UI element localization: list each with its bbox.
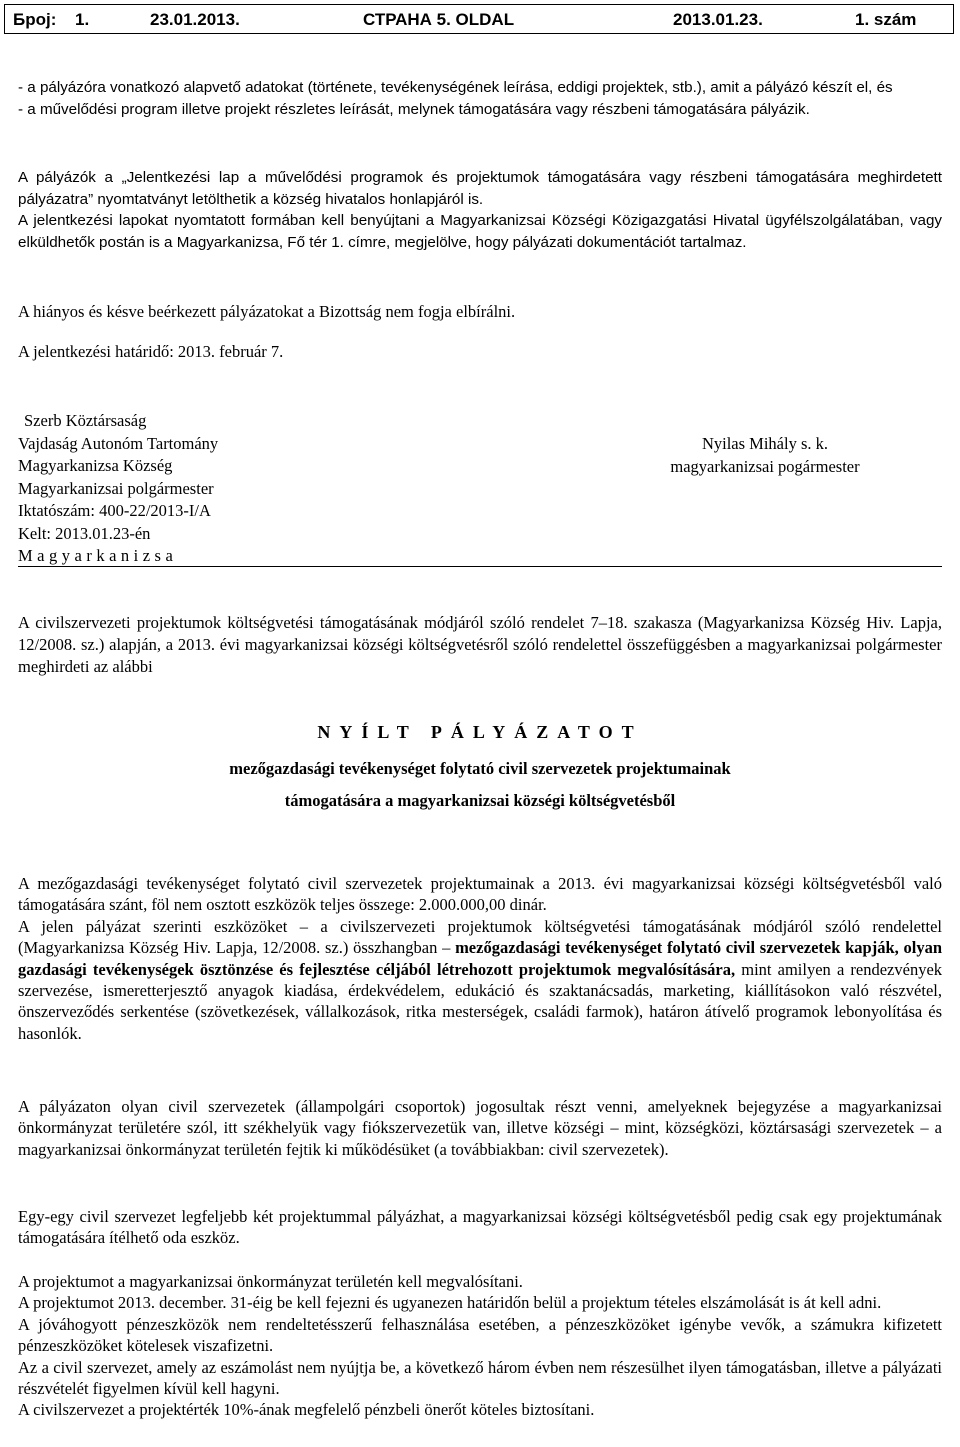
section-divider	[18, 566, 942, 567]
issuer-line: Szerb Köztársaság	[24, 411, 147, 430]
announcement-subtitle-2: támogatására a magyarkanizsai községi költségvetésből	[284, 791, 676, 810]
issuer-line: Magyarkanizsa	[18, 546, 178, 565]
intro-item-2: - a művelődési program illetve projekt részletes leírását, melynek támogatására vagy részbeni támogatására pályázik.	[18, 100, 810, 118]
issue-number: 1.	[75, 10, 90, 29]
intro-item-1: - a pályázóra vonatkozó alapvető adatokat (története, tevékenységének leírása, eddigi projektek, stb.), amit a pályázó készít el, és	[18, 79, 893, 96]
body-para-1: A mezőgazdasági tevékenységet folytató civil szervezetek projektumainak a 2013. évi magyarkanizsai községi költségvetésből való támogatására szánt, föl nem osztott eszközök teljes összege: 2.000.000,00 dinár.	[18, 874, 942, 915]
body-para-2	[18, 916, 942, 1044]
deadline: A jelentkezési határidő: 2013. február 7.	[18, 342, 284, 361]
announcement-subtitle-1: mezőgazdasági tevékenységet folytató civil szervezetek projektumainak	[229, 759, 731, 778]
body-para-3-wrap	[18, 1096, 942, 1160]
body-para-4: Egy-egy civil szervezet legfeljebb két projektummal pályázhat, a magyarkanizsai községi költségvetésből pedig csak egy projektumának támogatására ítélhető oda eszköz.	[18, 1207, 942, 1248]
issuer-line: Magyarkanizsai polgármester	[18, 478, 214, 498]
issuer-block	[18, 410, 218, 568]
body-para-2-start: A jelen pályázat szerinti eszközöket – a civilszervezeti projektumok költségvetési támogatásának módjáról szóló rendelettel (Magyarkanizsa Község Hiv. Lapja, 12/2008. sz.) összhangban –	[18, 916, 942, 958]
header-date-sr: 23.01.2013.	[150, 10, 240, 29]
body-para-2-bold: mezőgazdasági tevékenységet folytató civil szervezetek kapják, olyan gazdasági tevékenységek ösztönzése és fejlesztése céljából létrehozott projektumok megvalósítására,	[18, 938, 942, 979]
issuer-line: Iktatószám: 400-22/2013-I/A	[18, 501, 211, 520]
body-para-4-wrap	[18, 1206, 942, 1249]
signatory-title: magyarkanizsai pogármester	[670, 456, 860, 476]
announcement-title: NYÍLT PÁLYÁZATOT	[317, 722, 643, 742]
body-para-3: A pályázaton olyan civil szervezetek (állampolgári csoportok) jogosultak részt venni, amelyeknek bejegyzése a magyarkanizsai önkormányzat területére szól, itt székhelyük vagy fiókszervezetük van, illetve községi – mint, községközi, köztársasági szervezetek – a magyarkanizsai önkormányzat területén fejtik ki működésüket (a továbbiakban: civil szervezetek).	[18, 1097, 942, 1159]
body-section-final	[18, 1271, 942, 1421]
body-para-9: A civilszervezet a projektérték 10%-ának megfelelő pénzbeli önerőt köteles biztosítani.	[18, 1400, 595, 1420]
header-date-hu: 2013.01.23.	[673, 10, 763, 29]
issuer-line: Magyarkanizsa Község	[18, 456, 173, 475]
intro-list	[18, 77, 942, 120]
intro-para-2: A jelentkezési lapokat nyomtatott formában kell benyújtani a Magyarkanizsai Községi Közigazgatási Hivatal ügyfélszolgálatában, vagy elküldhetők postán is a Magyarkanizsa, Fő tér 1. címre, megjelölve, hogy pályázati dokumentációt tartalmaz.	[18, 212, 942, 251]
page-header	[4, 4, 954, 34]
page-number: СТРАНА 5. OLDAL	[363, 10, 515, 29]
intro-para-3: A hiányos és késve beérkezett pályázatokat a Bizottság nem fogja elbírálni.	[18, 302, 516, 321]
preamble	[18, 612, 942, 678]
body-para-5: A projektumot a magyarkanizsai önkormányzat területén kell megvalósítani.	[18, 1272, 523, 1291]
issue-number-hu: 1. szám	[855, 10, 917, 29]
body-section-1	[18, 873, 942, 1044]
signatory-block	[640, 433, 890, 478]
preamble-text: A civilszervezeti projektumok költségvetési támogatásának módjáról szóló rendelet 7–18. szakasza (Magyarkanizsa Község Hiv. Lapja, 12/2008. sz.) alapján, a 2013. évi magyarkanizsai községi költségvetésről szóló rendelettel összefüggésben a magyarkanizsai polgármester meghirdeti az alábbi	[18, 613, 942, 676]
issue-label: Број:	[13, 10, 57, 29]
issuer-line: Kelt: 2013.01.23-én	[18, 523, 151, 543]
intro-paragraphs	[18, 167, 942, 253]
body-para-7: A jóváhogyott pénzeszközök nem rendeltetésszerű felhasználása esetében, a pénzeszközöket igénybe vevők, a számukra kifizetett pénzeszközöket kötelesek viszafizetni.	[18, 1314, 942, 1356]
issuer-line: Vajdaság Autonóm Tartomány	[18, 433, 219, 453]
intro-para-1: A pályázók a „Jelentkezési lap a művelődési programok és projektumok támogatására vagy részbeni támogatására meghirdetett pályázatra” nyomtatványt letölthetik a község hivatalos honlapjáról is.	[18, 169, 942, 208]
body-para-6: A projektumot 2013. december. 31-éig be kell fejezni és ugyanezen határidőn belül a projektum tételes elszámolását is át kell adni.	[18, 1293, 882, 1313]
body-para-8: Az a civil szervezet, amely az eszámolást nem nyújtja be, a következő három évben nem részesülhet ilyen támogatásban, illetve a pályázati részvételét figyelmen kívül kell hagyni.	[18, 1357, 942, 1399]
signatory-name: Nyilas Mihály s. k.	[701, 434, 829, 453]
body-para-2-end: mint amilyen a rendezvények szervezése, ismeretterjesztő anyagok kiadása, érdekvédelem, edukáció és szaktanácsadás, marketing, kiállításokon való részvétel, önszerveződés serkentése (szövetkezések, vállalkozások, ritka mesterségek, családi farmok), határon átívelő programok lebonyolítása és hasonlók.	[18, 959, 943, 1043]
